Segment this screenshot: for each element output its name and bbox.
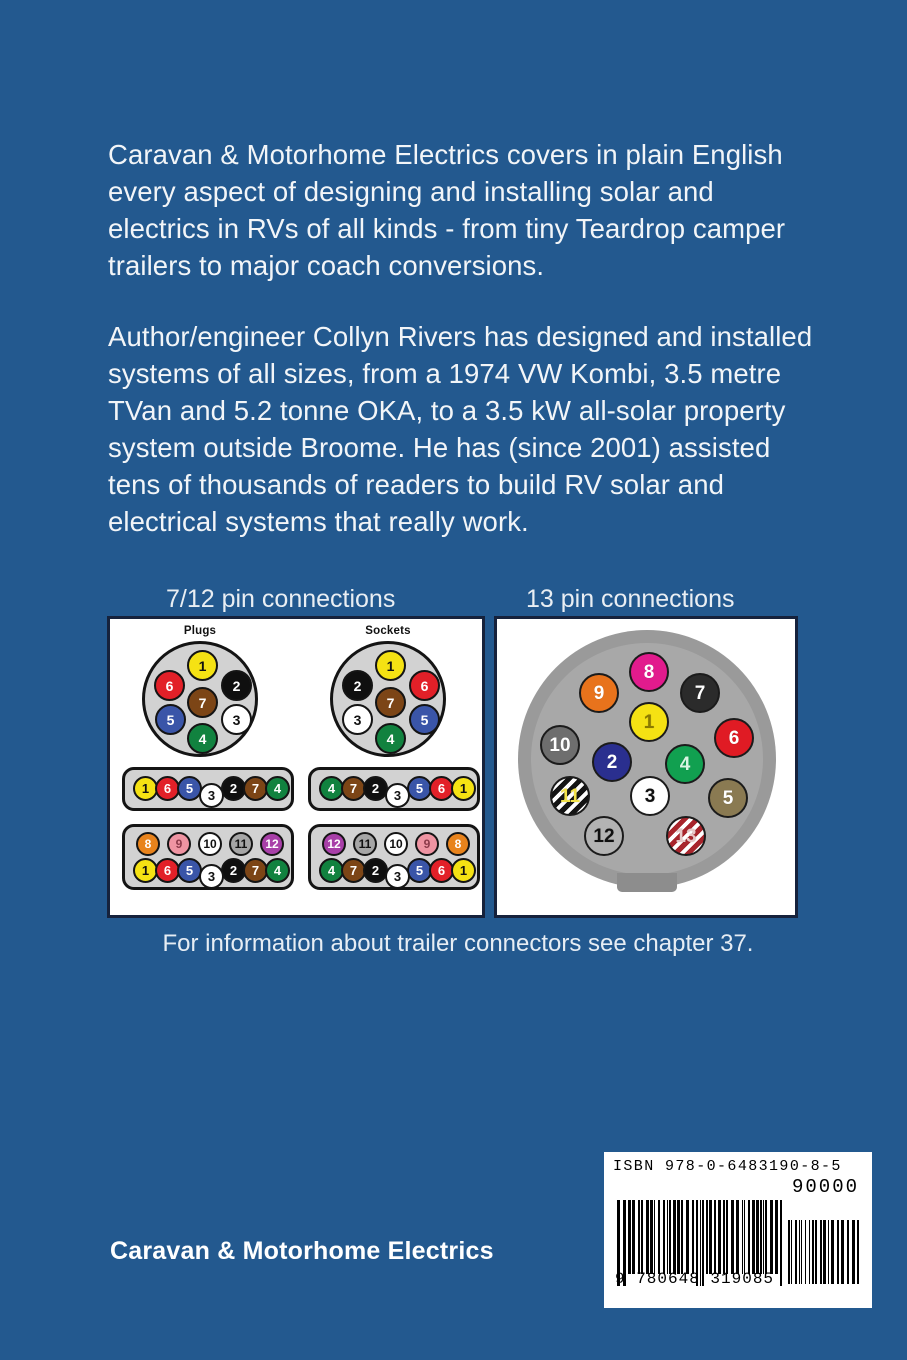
pin-2: 2 <box>221 858 246 883</box>
pin-4: 4 <box>265 858 290 883</box>
pin-6: 6 <box>154 670 185 701</box>
pin-9: 9 <box>579 673 619 713</box>
pin-12: 12 <box>584 816 624 856</box>
pin-1: 1 <box>451 776 476 801</box>
connector-face-13pin <box>518 630 776 902</box>
pin-2: 2 <box>592 742 632 782</box>
pin-4: 4 <box>187 723 218 754</box>
pin-3: 3 <box>221 704 252 735</box>
pin-7: 7 <box>243 776 268 801</box>
pin-8: 8 <box>629 652 669 692</box>
pin-4: 4 <box>665 744 705 784</box>
pin-1: 1 <box>187 650 218 681</box>
socket-face-7pin <box>330 641 446 757</box>
pin-5: 5 <box>407 776 432 801</box>
pin-6: 6 <box>155 858 180 883</box>
barcode-bars-row <box>613 1200 863 1286</box>
pin-7: 7 <box>680 673 720 713</box>
pin-5: 5 <box>407 858 432 883</box>
pin-3: 3 <box>385 864 410 889</box>
strip-7pin-socket <box>308 767 480 811</box>
pin-7: 7 <box>341 858 366 883</box>
pin-6: 6 <box>409 670 440 701</box>
pin-2: 2 <box>221 670 252 701</box>
pin-1: 1 <box>629 702 669 742</box>
pin-3: 3 <box>385 783 410 808</box>
connector-notch <box>617 873 677 892</box>
pin-7: 7 <box>341 776 366 801</box>
pin-3: 3 <box>342 704 373 735</box>
pin-5: 5 <box>177 858 202 883</box>
pin-12: 12 <box>260 832 284 856</box>
isbn-text: ISBN 978-0-6483190-8-5 <box>613 1158 842 1175</box>
pin-5: 5 <box>708 778 748 818</box>
barcode-block <box>604 1152 872 1308</box>
barcode-addon5 <box>788 1220 859 1284</box>
pin-2: 2 <box>363 858 388 883</box>
ean-digits: 9 780648 319085 <box>615 1270 775 1288</box>
pin-13: 13 <box>666 816 706 856</box>
pin-9: 9 <box>415 832 439 856</box>
pin-4: 4 <box>265 776 290 801</box>
blurb-paragraph-2: Author/engineer Collyn Rivers has designed and installed systems of all sizes, from a 1974 VW Kombi, 3.5 metre TVan and 5.2 tonne OKA, to a 3.5 kW all-solar property system outside Broome. He has (since 2001) assisted tens of thousands of readers to build RV solar and electrical systems that really work. <box>108 321 813 537</box>
diagram-caption: For information about trailer connectors see chapter 37. <box>162 930 754 957</box>
pin-10: 10 <box>540 725 580 765</box>
strip-7pin-plug <box>122 767 294 811</box>
pin-9: 9 <box>167 832 191 856</box>
heading-13-pin: 13 pin connections <box>526 585 735 613</box>
label-plugs: Plugs <box>183 625 217 637</box>
pin-3: 3 <box>630 776 670 816</box>
pin-10: 10 <box>384 832 408 856</box>
pin-2: 2 <box>221 776 246 801</box>
pin-4: 4 <box>319 776 344 801</box>
pin-2: 2 <box>342 670 373 701</box>
pin-5: 5 <box>409 704 440 735</box>
pin-5: 5 <box>177 776 202 801</box>
label-sockets: Sockets <box>365 625 411 637</box>
pin-6: 6 <box>155 776 180 801</box>
pin-8: 8 <box>136 832 160 856</box>
pin-5: 5 <box>155 704 186 735</box>
footer-book-title: Caravan & Motorhome Electrics <box>110 1237 494 1265</box>
pin-12: 12 <box>322 832 346 856</box>
pin-11: 11 <box>229 832 253 856</box>
pin-10: 10 <box>198 832 222 856</box>
pin-7: 7 <box>375 687 406 718</box>
panel-7-12-pin-connections <box>107 616 485 918</box>
strip-12pin-socket <box>308 824 480 890</box>
pin-7: 7 <box>243 858 268 883</box>
pin-4: 4 <box>375 723 406 754</box>
pin-1: 1 <box>451 858 476 883</box>
pin-4: 4 <box>319 858 344 883</box>
plug-face-7pin <box>142 641 258 757</box>
diagram-headings <box>108 584 800 616</box>
pin-11: 11 <box>550 776 590 816</box>
price-code: 90000 <box>791 1176 859 1198</box>
pin-2: 2 <box>363 776 388 801</box>
pin-3: 3 <box>199 864 224 889</box>
panel-13-pin-connections <box>494 616 798 918</box>
pin-1: 1 <box>133 858 158 883</box>
pin-6: 6 <box>429 776 454 801</box>
pin-7: 7 <box>187 687 218 718</box>
pin-1: 1 <box>375 650 406 681</box>
blurb-paragraph-1: Caravan & Motorhome Electrics covers in plain English every aspect of designing and installing solar and electrics in RVs of all kinds - from tiny Teardrop camper trailers to major coach conversions. <box>108 139 786 281</box>
strip-12pin-plug <box>122 824 294 890</box>
pin-8: 8 <box>446 832 470 856</box>
pin-11: 11 <box>353 832 377 856</box>
pin-3: 3 <box>199 783 224 808</box>
heading-7-12-pin: 7/12 pin connections <box>166 585 396 613</box>
pin-6: 6 <box>714 718 754 758</box>
pin-6: 6 <box>429 858 454 883</box>
pin-1: 1 <box>133 776 158 801</box>
